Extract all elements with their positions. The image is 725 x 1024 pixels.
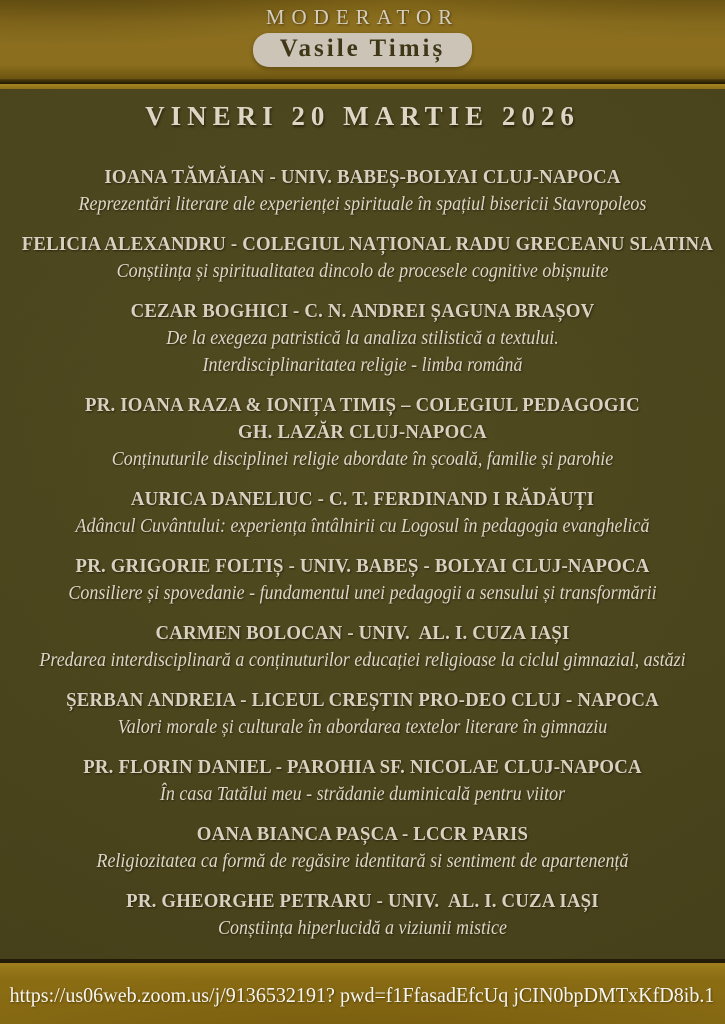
program-panel — [0, 89, 725, 959]
entry-speaker: AURICA DANELIUC - C. T. FERDINAND I RĂDĂUȚI — [130, 488, 595, 510]
entry-speaker: PR. GHEORGHE PETRARU - UNIV. AL. I. CUZA IAȘI — [126, 890, 599, 912]
program-entry — [0, 486, 725, 540]
entry-paper-title: Conștiința și spiritualitatea dincolo de procesele cognitive obișnuite — [116, 260, 609, 282]
entry-speaker: PR. IOANA RAZA & IONIȚA TIMIȘ – COLEGIUL PEDAGOGIC — [85, 394, 640, 416]
entry-paper-title: De la exegeza patristică la analiza stilistică a textului. — [166, 327, 559, 349]
entry-speaker: OANA BIANCA PAȘCA - LCCR PARIS — [196, 823, 529, 845]
program-entries-list — [0, 164, 725, 942]
program-entry — [0, 687, 725, 741]
program-entry — [0, 392, 725, 473]
moderator-heading: MODERATOR — [265, 5, 460, 29]
entry-speaker: CEZAR BOGHICI - C. N. ANDREI ȘAGUNA BRAȘOV — [130, 300, 595, 322]
entry-paper-title: Consiliere și spovedanie - fundamentul unei pedagogii a sensului și transformării — [68, 582, 657, 604]
entry-speaker: GH. LAZĂR CLUJ-NAPOCA — [238, 421, 487, 443]
entry-speaker: PR. FLORIN DANIEL - PAROHIA SF. NICOLAE CLUJ-NAPOCA — [83, 756, 642, 778]
entry-speaker: IOANA TĂMĂIAN - UNIV. BABEȘ-BOLYAI CLUJ-NAPOCA — [104, 166, 621, 188]
program-entry — [0, 754, 725, 808]
program-entry — [0, 164, 725, 218]
program-entry — [0, 620, 725, 674]
program-entry — [0, 821, 725, 875]
entry-paper-title: Conștiința hiperlucidă a viziunii mistice — [218, 917, 507, 939]
entry-speaker: CARMEN BOLOCAN - UNIV. AL. I. CUZA IAȘI — [155, 622, 570, 644]
session-date-title: VINERI 20 MARTIE 2026 — [145, 101, 580, 131]
program-entry — [0, 888, 725, 942]
moderator-section — [0, 0, 725, 79]
entry-speaker: ȘERBAN ANDREIA - LICEUL CREȘTIN PRO-DEO CLUJ - NAPOCA — [66, 689, 659, 711]
program-entry — [0, 553, 725, 607]
entry-paper-title: Conținuturile disciplinei religie abordate în școală, familie și parohie — [111, 448, 614, 470]
entry-paper-title: Interdisciplinaritatea religie - limba română — [202, 354, 523, 376]
footer — [0, 966, 725, 1024]
entry-paper-title: Valori morale și culturale în abordarea textelor literare în gimnaziu — [117, 716, 608, 738]
moderator-name: Vasile Timiș — [279, 35, 446, 62]
program-entry — [0, 298, 725, 379]
entry-paper-title: Religiozitatea ca formă de regăsire identitară si sentiment de apartenență — [96, 850, 629, 872]
entry-paper-title: Predarea interdisciplinară a conținuturilor educației religioase la ciclul gimnazial, astăzi — [39, 649, 686, 671]
entry-paper-title: Reprezentări literare ale experienței spirituale în spațiul bisericii Stavropoleos — [78, 193, 647, 215]
entry-paper-title: Adâncul Cuvântului: experiența întâlnirii cu Logosul în pedagogia evanghelică — [75, 515, 650, 537]
entry-speaker: FELICIA ALEXANDRU - COLEGIUL NAȚIONAL RADU GRECEANU SLATINA — [21, 233, 714, 255]
entry-paper-title: În casa Tatălui meu - strădanie duminicală pentru viitor — [159, 783, 566, 805]
moderator-name-badge — [253, 33, 472, 67]
program-entry — [0, 231, 725, 285]
zoom-meeting-link[interactable]: https://us06web.zoom.us/j/9136532191? pwd=f1FfasadEfcUq jCIN0bpDMTxKfD8ib.1 — [10, 982, 715, 1007]
entry-speaker: PR. GRIGORIE FOLTIȘ - UNIV. BABEȘ - BOLYAI CLUJ-NAPOCA — [75, 555, 650, 577]
